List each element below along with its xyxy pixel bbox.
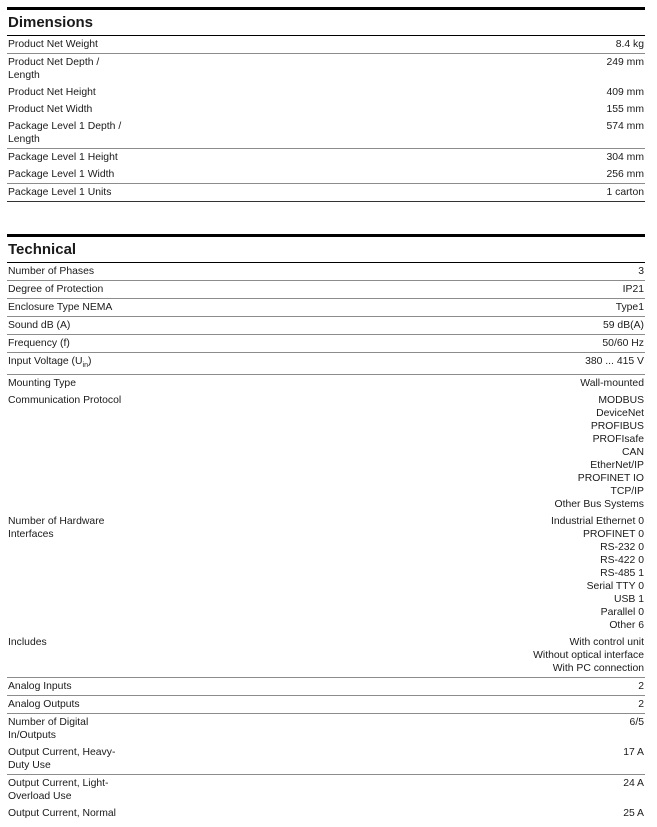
spec-value: 17 A [623,747,644,759]
spec-value: 574 mm [606,121,644,132]
spec-value: 1 carton [606,187,644,198]
spec-label: Output Current, Normal [8,808,116,820]
interface-item: Industrial Ethernet 0 [551,516,644,528]
spec-value: 256 mm [606,169,644,180]
protocol-item: PROFINET IO [577,473,644,485]
spec-label: Number of Phases [8,266,95,277]
spec-value-list [554,394,644,511]
spec-value: 304 mm [606,152,644,163]
spec-row-product-net-height [7,84,645,101]
interface-item: RS-232 0 [600,542,644,554]
spec-value: Type1 [615,302,644,313]
spec-row-product-net-weight [7,36,645,54]
protocol-item: CAN [622,447,644,459]
spec-label: Analog Inputs [8,681,72,693]
spec-label: Sound dB (A) [8,320,71,331]
spec-value: 25 A [623,808,644,820]
protocol-item: PROFIBUS [590,421,644,433]
protocol-item: Other Bus Systems [554,499,644,511]
spec-label: Output Current, Light-Overload Use [8,778,109,803]
label-suffix: ) [87,356,92,367]
spec-label: Product Net Weight [8,39,98,50]
spec-value: 2 [638,699,644,711]
spec-label: Frequency (f) [8,338,70,349]
spec-label: Number of Hardware Interfaces [8,516,105,541]
label-subscript: in [82,362,88,370]
spec-value: 6/5 [629,717,644,729]
spec-row-package-depth [7,118,645,149]
interface-item: Parallel 0 [600,607,644,619]
spec-label: Analog Outputs [8,699,80,711]
spec-label: Degree of Protection [8,284,104,295]
spec-value: 249 mm [606,57,644,68]
includes-item: With control unit [569,637,644,649]
spec-label: Mounting Type [8,378,76,390]
protocol-item: EtherNet/IP [590,460,644,472]
spec-label: Product Net Height [8,87,96,98]
spec-row-number-of-phases [7,263,645,281]
spec-label [8,355,308,372]
section-title: Dimensions [7,7,645,36]
spec-label: Package Level 1 Depth / Length [8,121,122,145]
interface-item: PROFINET 0 [582,529,644,541]
section-title: Technical [7,234,645,263]
spec-value-list [551,515,644,632]
includes-item: Without optical interface [533,650,644,662]
spec-sheet [0,7,657,822]
spec-row-communication-protocol [7,392,645,513]
spec-row-package-height [7,149,645,166]
spec-label: Product Net Depth / Length [8,57,100,81]
spec-value: IP21 [622,284,644,295]
spec-label: Enclosure Type NEMA [8,302,113,313]
technical-section [7,234,645,822]
spec-row-includes [7,634,645,678]
protocol-item: TCP/IP [610,486,644,498]
spec-row-sound-db [7,317,645,335]
spec-row-output-current-light [7,775,645,805]
spec-value: Wall-mounted [580,378,644,390]
spec-row-product-net-width [7,101,645,118]
spec-label: Communication Protocol [8,395,122,407]
spec-label: Package Level 1 Units [8,187,112,198]
spec-row-frequency [7,335,645,353]
spec-row-hardware-interfaces [7,513,645,634]
protocol-item: DeviceNet [596,408,644,420]
spec-row-output-current-heavy [7,744,645,775]
spec-row-degree-of-protection [7,281,645,299]
spec-row-package-width [7,166,645,184]
spec-value: 380 ... 415 V [585,356,644,367]
spec-row-mounting-type [7,375,645,392]
dimensions-section [7,7,645,202]
protocol-item: PROFIsafe [592,434,644,446]
interface-item: RS-422 0 [600,555,644,567]
spec-value: 409 mm [606,87,644,98]
spec-value: 24 A [623,778,644,790]
spec-label: Package Level 1 Height [8,152,118,163]
interface-item: Serial TTY 0 [586,581,644,593]
spec-label: Number of Digital In/Outputs [8,717,89,742]
spec-row-digital-io [7,714,645,744]
interface-item: Other 6 [609,620,644,632]
spec-value: 3 [638,266,644,277]
spec-row-input-voltage [7,353,645,375]
includes-item: With PC connection [552,663,644,675]
interface-item: RS-485 1 [600,568,644,580]
protocol-item: MODBUS [598,395,644,407]
spec-value: 50/60 Hz [602,338,644,349]
interface-item: USB 1 [613,594,644,606]
spec-label: Product Net Width [8,104,93,115]
spec-row-analog-outputs [7,696,645,714]
spec-value: 2 [638,681,644,693]
spec-row-product-net-depth [7,54,645,84]
spec-value: 8.4 kg [615,39,644,50]
spec-label: Includes [8,637,47,649]
spec-label: Output Current, Heavy-Duty Use [8,747,116,772]
spec-label: Package Level 1 Width [8,169,115,180]
spec-value-list [533,636,644,675]
spec-value: 59 dB(A) [602,320,644,331]
spec-row-package-units [7,184,645,202]
spec-row-analog-inputs [7,678,645,696]
spec-value: 155 mm [606,104,644,115]
label-prefix: Input Voltage (U [8,356,83,367]
spec-row-enclosure-type [7,299,645,317]
